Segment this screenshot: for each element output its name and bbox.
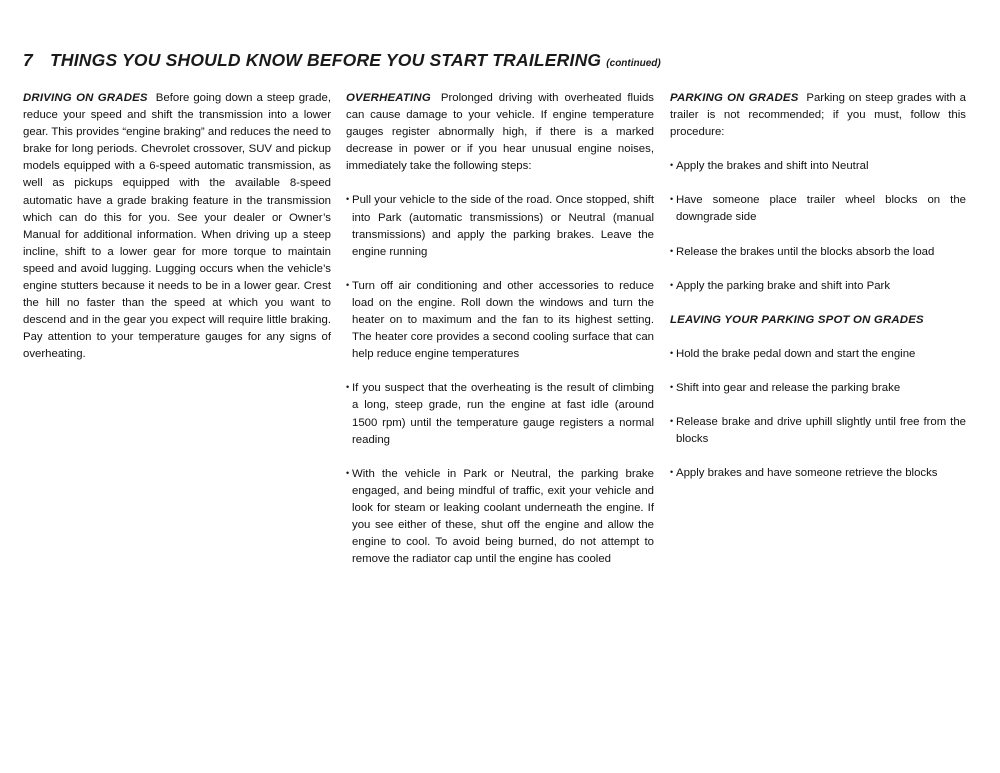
column-driving-on-grades [23,90,331,364]
list-item: • Hold the brake pedal down and start the engine [670,346,966,363]
driving-paragraph [23,90,331,364]
list-item: • Release brake and drive uphill slightly until free from the blocks [670,414,966,448]
continued-label: (continued) [606,58,661,69]
list-item: • If you suspect that the overheating is the result of climbing a long, steep grade, run the engine at fast idle (around 1500 rpm) until the temperature gauge registers a normal reading [346,380,654,448]
overheating-paragraph [346,90,654,175]
list-item: • Turn off air conditioning and other accessories to reduce load on the engine. Roll down the windows and turn the heater on to maximum and the fan to its highest setting. The heater core provides a second cooling surface that can help reduce engine temperatures [346,278,654,363]
section-number: 7 [23,50,33,70]
column-parking-on-grades [670,90,966,482]
list-item: • Shift into gear and release the parking brake [670,380,966,397]
list-item: • Release the brakes until the blocks absorb the load [670,244,966,261]
overheating-title: OVERHEATING [346,92,431,104]
leaving-parking-spot-title: LEAVING YOUR PARKING SPOT ON GRADES [670,313,924,326]
driving-body: Before going down a steep grade, reduce your speed and shift the transmission into a lower gear. This provides “engine braking” and reduces the need to brake for long periods. Chevrolet crossover, SUV and pickup models equipped with a 6-speed automatic transmission, as well as pickups equipped with the available 8-speed automatic have a grade braking feature in the transmission which can do this for you. See your dealer or Owner’s Manual for additional information. When driving up a steep incline, shift to a lower gear for more torque to maintain speed and avoid lugging. Lugging occurs when the vehicle’s engine stutters because it needs to be in a lower gear. Crest the hill no faster than the speed at which you want to descend and in the gear you expect will require little braking. Pay attention to your temperature gauges for any signs of overheating. [23,92,332,361]
parking-on-grades-title: PARKING ON GRADES [670,92,799,104]
list-item: • Apply the brakes and shift into Neutral [670,158,966,175]
page-heading [23,50,661,71]
parking-paragraph [670,90,966,141]
column-overheating [346,90,654,568]
parking-body: Parking on steep grades with a trailer is not recommended; if you must, follow this procedure: [670,92,967,139]
list-item: • Pull your vehicle to the side of the road. Once stopped, shift into Park (automatic transmissions) or Neutral (manual transmissions) and apply the parking brakes. Leave the engine running [346,192,654,260]
list-item: • With the vehicle in Park or Neutral, the parking brake engaged, and being mindful of traffic, exit your vehicle and look for steam or leaking coolant underneath the engine. If you see either of these, shut off the engine and allow the engine to cool. To avoid being burned, do not attempt to remove the radiator cap until the engine has cooled [346,466,654,569]
list-item: • Apply the parking brake and shift into Park [670,278,966,295]
list-item: • Have someone place trailer wheel blocks on the downgrade side [670,192,966,226]
section-title: THINGS YOU SHOULD KNOW BEFORE YOU START TRAILERING [50,50,602,70]
overheating-body: Prolonged driving with overheated fluids can cause damage to your vehicle. If engine temperature gauges register abnormally high, if there is a marked decrease in power or if you hear unusual engine noises, immediately take the following steps: [346,92,654,173]
list-item: • Apply brakes and have someone retrieve the blocks [670,465,966,482]
driving-on-grades-title: DRIVING ON GRADES [23,92,148,104]
